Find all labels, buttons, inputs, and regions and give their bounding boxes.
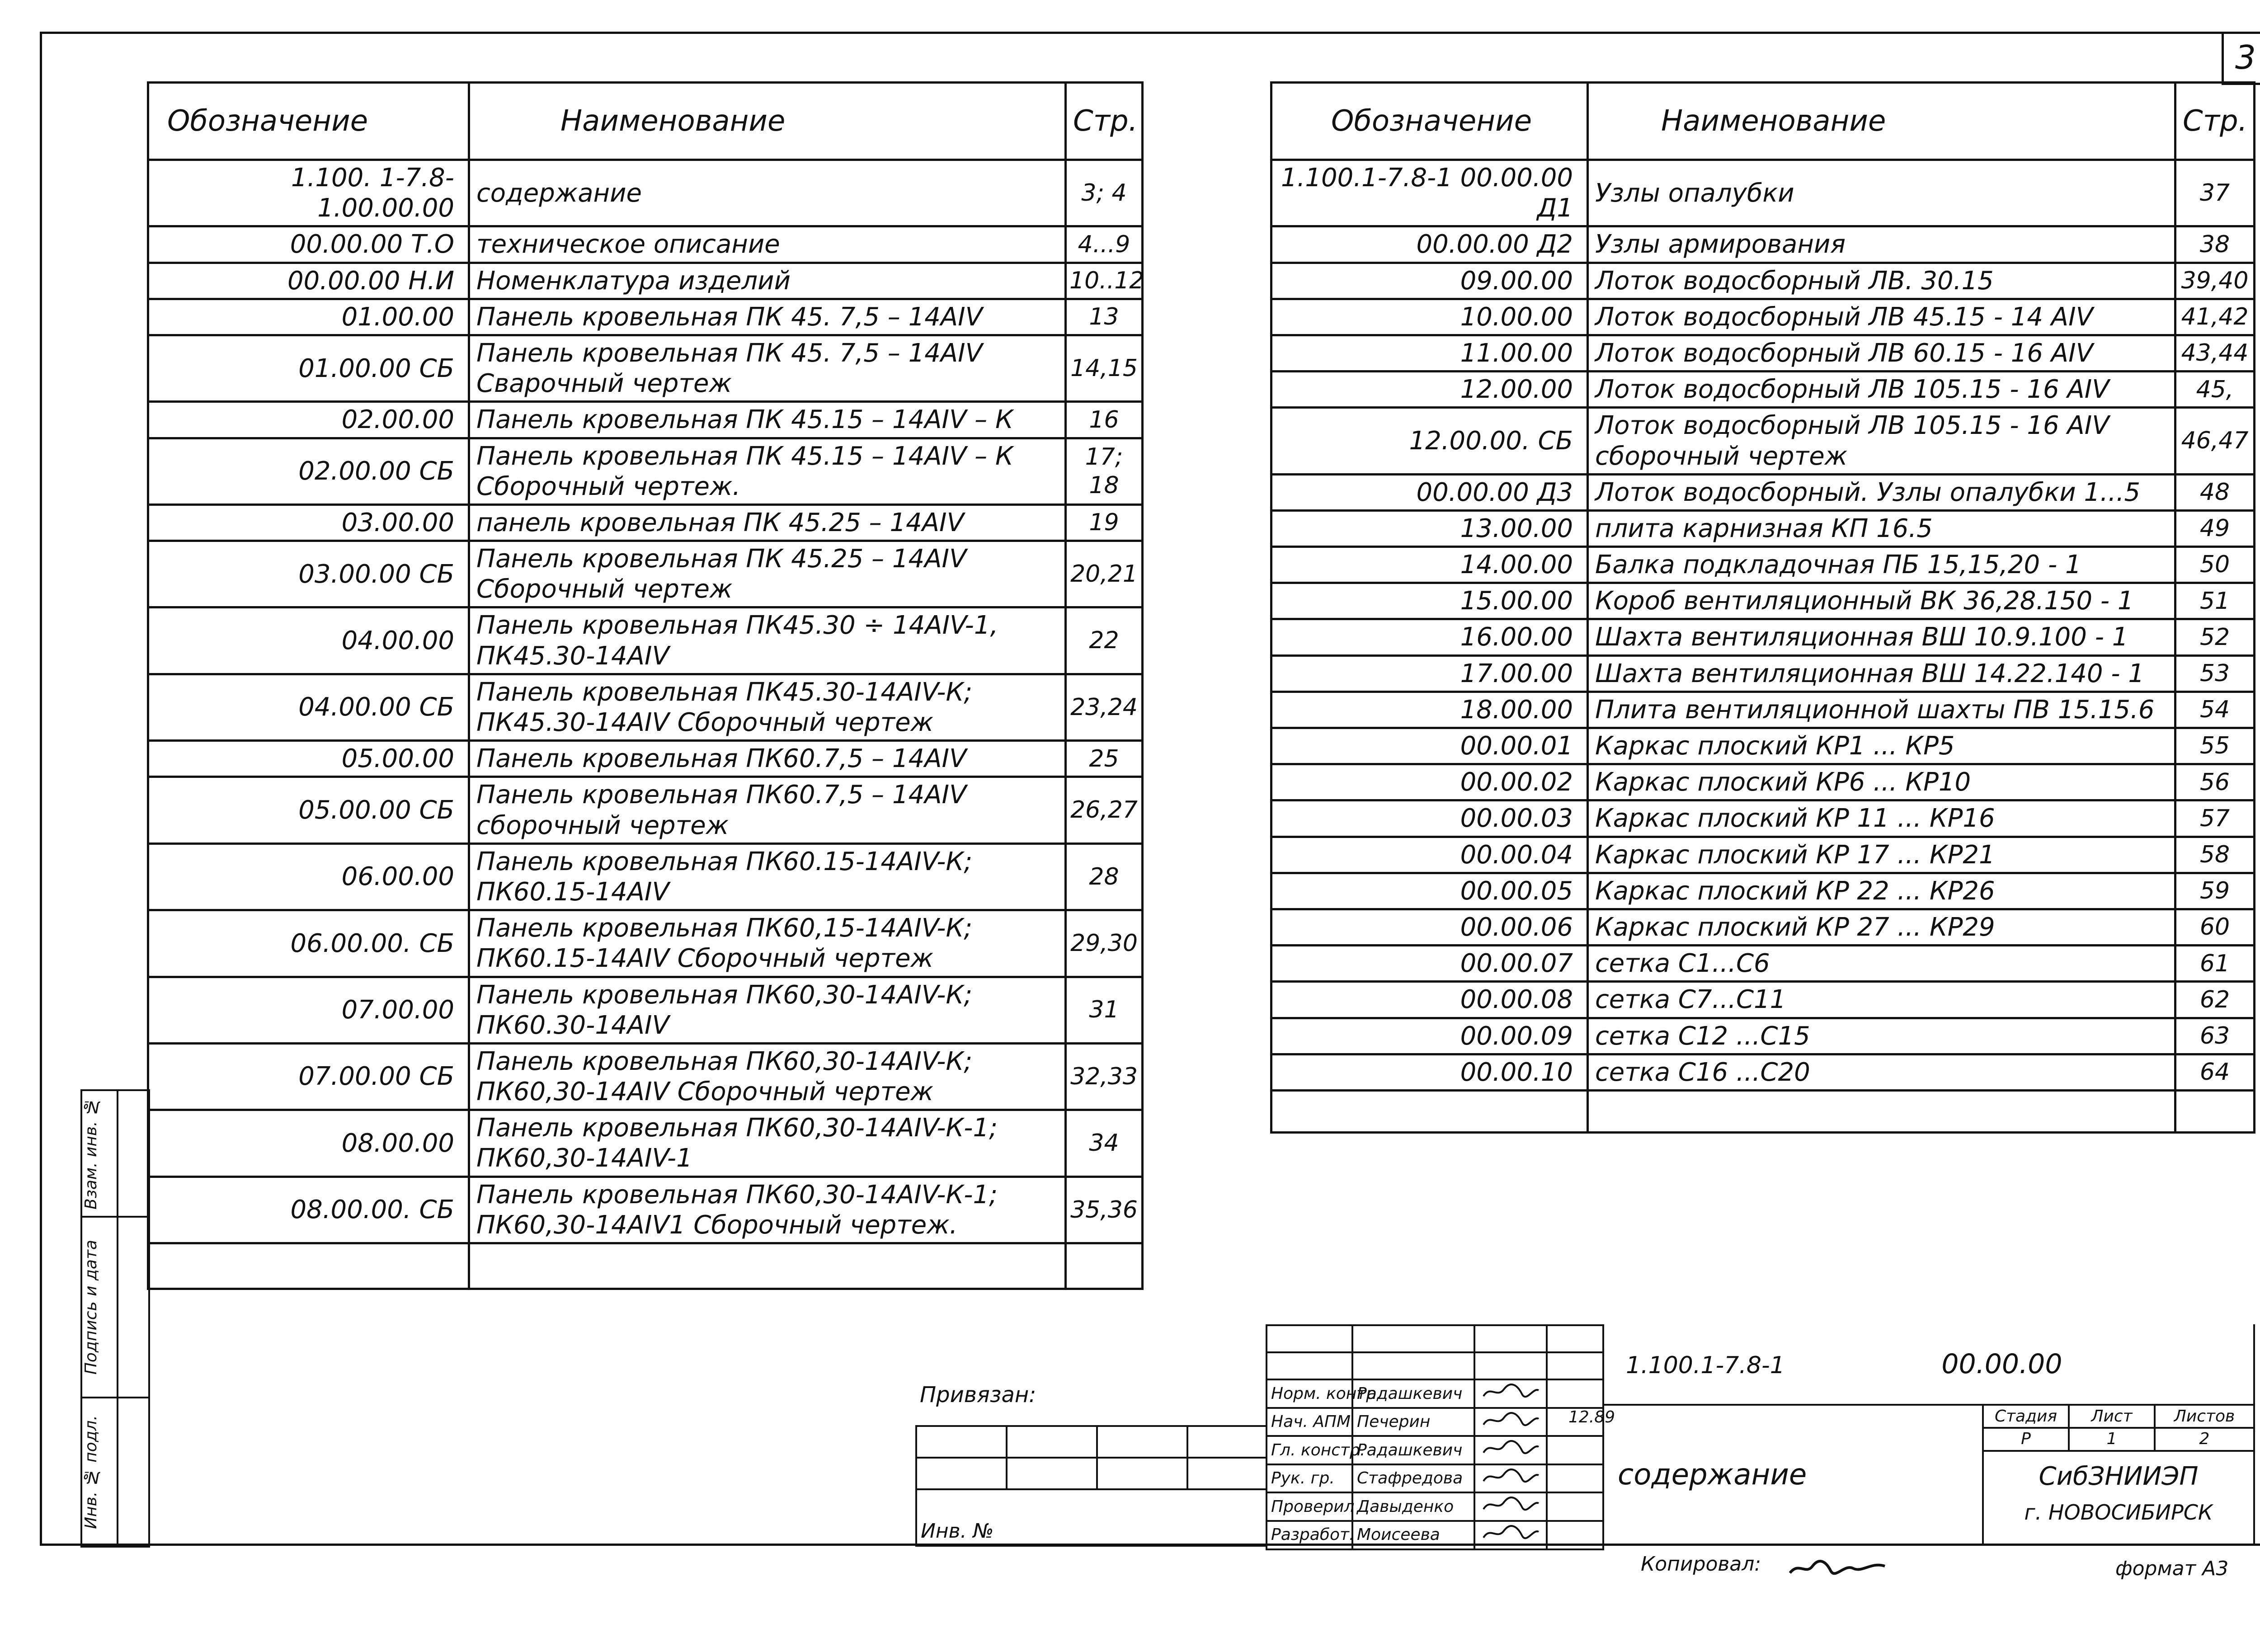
sheets-header: Листов (2155, 1405, 2254, 1428)
right-table-cell-code: 00.00.02 (1271, 764, 1588, 800)
right-table-cell-name: Узлы опалубки (1588, 160, 2175, 226)
right-table-row (1271, 583, 2255, 619)
right-table-cell-name: Лоток водосборный. Узлы опалубки 1...5 (1588, 474, 2175, 510)
left-header-code: Обозначение (148, 83, 469, 160)
left-table-cell-name: Панель кровельная ПК60,30-14АIV-К-1; ПК60,30-14АIV-1 (469, 1110, 1066, 1177)
left-table-cell-code: 06.00.00 (148, 843, 469, 910)
left-table-cell-code: 06.00.00. СБ (148, 910, 469, 977)
left-table-cell-name: Панель кровельная ПК60,15-14АIV-К; ПК60.15-14АIV Сборочный чертеж (469, 910, 1066, 977)
sidebar-label-inv-original: Инв. № подл. (82, 1415, 100, 1529)
copied-label: Копировал: (1641, 1553, 1761, 1576)
role-row (1267, 1464, 1603, 1493)
right-table-cell-page: 43,44 (2175, 335, 2255, 371)
right-header-code: Обозначение (1271, 83, 1588, 160)
left-sidebar-stamp (80, 1089, 150, 1548)
right-table-row (1271, 619, 2255, 655)
role-person: Радашкевич (1352, 1379, 1474, 1408)
left-table-cell-name: содержание (469, 160, 1066, 226)
right-table-cell-code: 15.00.00 (1271, 583, 1588, 619)
left-table-cell-page: 16 (1066, 402, 1143, 438)
right-table-cell-code: 00.00.09 (1271, 1018, 1588, 1054)
left-table-cell-name: Панель кровельная ПК 45.15 – 14АIV – К Сборочный чертеж. (469, 438, 1066, 504)
left-table-cell-code: 00.00.00 Н.И (148, 263, 469, 299)
left-table-cell-page: 3; 4 (1066, 160, 1143, 226)
right-table-cell-code: 14.00.00 (1271, 547, 1588, 583)
right-table-row (1271, 692, 2255, 728)
right-table-cell-page: 54 (2175, 692, 2255, 728)
right-table-cell-page: 56 (2175, 764, 2255, 800)
left-table-cell-page: 4...9 (1066, 226, 1143, 263)
left-table-cell-code: 1.100. 1-7.8-1.00.00.00 (148, 160, 469, 226)
sidebar-label-signature-date: Подпись и дата (82, 1239, 100, 1375)
right-table-cell-page: 61 (2175, 946, 2255, 982)
role-person: Стафредова (1352, 1464, 1474, 1493)
left-header-name: Наименование (469, 83, 1066, 160)
stage-header: Стадия (1983, 1405, 2069, 1428)
right-table-row (1271, 335, 2255, 371)
right-table-cell-name: Каркас плоский КР 17 ... КР21 (1588, 837, 2175, 873)
right-table-cell-code: 12.00.00 (1271, 372, 1588, 408)
role-label: Гл. констр. (1267, 1436, 1352, 1464)
signature-cell (1474, 1379, 1547, 1408)
left-table-row (148, 777, 1143, 843)
right-table-cell-code: 18.00.00 (1271, 692, 1588, 728)
left-table-row (148, 1043, 1143, 1110)
left-table-cell-page: 32,33 (1066, 1043, 1143, 1110)
sheet-number: 3 (2235, 38, 2256, 76)
right-table-cell-code: 10.00.00 (1271, 299, 1588, 335)
right-table-cell-name: Плита вентиляционной шахты ПВ 15.15.6 (1588, 692, 2175, 728)
left-table-cell-page: 13 (1066, 299, 1143, 335)
right-table-cell-page: 53 (2175, 655, 2255, 692)
left-table-row (148, 335, 1143, 401)
right-table-cell-name: Лоток водосборный ЛВ 105.15 - 16 АIV (1588, 372, 2175, 408)
right-table-cell-code: 00.00.05 (1271, 873, 1588, 909)
left-table-cell-page: 23,24 (1066, 674, 1143, 740)
left-table-cell-name: Панель кровельная ПК60.7,5 – 14АIV сборочный чертеж (469, 777, 1066, 843)
right-table-cell-code: 00.00.04 (1271, 837, 1588, 873)
right-table-cell-page: 38 (2175, 226, 2255, 263)
right-table-cell-name: Каркас плоский КР6 ... КР10 (1588, 764, 2175, 800)
right-table-cell-page: 58 (2175, 837, 2255, 873)
left-table-cell-name: Панель кровельная ПК45.30 ÷ 14АIV-1, ПК45.30-14АIV (469, 607, 1066, 674)
role-person: Давыденко (1352, 1492, 1474, 1521)
right-table-cell-code: 11.00.00 (1271, 335, 1588, 371)
right-header-page: Стр. (2175, 83, 2255, 160)
right-table-cell-name: сетка С7...С11 (1588, 982, 2175, 1018)
left-table-row (148, 843, 1143, 910)
left-table-row (148, 263, 1143, 299)
right-table-cell-page: 52 (2175, 619, 2255, 655)
right-table-cell-code: 00.00.06 (1271, 909, 1588, 945)
left-table-cell-code: 08.00.00. СБ (148, 1177, 469, 1243)
left-table-cell-name: Панель кровельная ПК 45. 7,5 – 14АIV Сварочный чертеж (469, 335, 1066, 401)
left-table-cell-page: 25 (1066, 741, 1143, 777)
right-table-row (1271, 408, 2255, 474)
right-table-row (1271, 800, 2255, 837)
document-designation: 1.100.1-7.8-1 (1626, 1351, 1785, 1379)
right-table-cell-name: сетка С16 ...С20 (1588, 1054, 2175, 1090)
signature-icon (1479, 1409, 1542, 1431)
right-table-row (1271, 372, 2255, 408)
right-table-cell-page: 45, (2175, 372, 2255, 408)
copier-signature-icon (1785, 1548, 1889, 1584)
left-table-cell-page: 29,30 (1066, 910, 1143, 977)
signature-cell (1474, 1436, 1547, 1464)
left-table-cell-name: Панель кровельная ПК60,30-14АIV-К; ПК60.30-14АIV (469, 977, 1066, 1043)
format-label: формат А3 (2115, 1557, 2229, 1580)
left-table-body (148, 160, 1143, 1243)
sidebar-label-replace-inv: Взам. инв. № (82, 1097, 100, 1210)
left-table-cell-page: 19 (1066, 504, 1143, 541)
right-table-cell-page: 46,47 (2175, 408, 2255, 474)
right-table-row (1271, 873, 2255, 909)
right-table-cell-page: 60 (2175, 909, 2255, 945)
role-row (1267, 1436, 1603, 1464)
right-table-row (1271, 474, 2255, 510)
organization-city: г. НОВОСИБИРСК (1983, 1501, 2254, 1545)
right-table-cell-name: Каркас плоский КР 27 ... КР29 (1588, 909, 2175, 945)
left-table-cell-page: 31 (1066, 977, 1143, 1043)
left-table-cell-page: 35,36 (1066, 1177, 1143, 1243)
right-table-cell-code: 17.00.00 (1271, 655, 1588, 692)
role-row (1267, 1408, 1603, 1436)
right-table-cell-name: Каркас плоский КР 22 ... КР26 (1588, 873, 2175, 909)
left-table-row (148, 226, 1143, 263)
role-person: Печерин (1352, 1408, 1474, 1436)
right-table-cell-name: Шахта вентиляционная ВШ 14.22.140 - 1 (1588, 655, 2175, 692)
left-table-filler-row (148, 1243, 1143, 1289)
left-table-cell-code: 07.00.00 (148, 977, 469, 1043)
left-header-page: Стр. (1066, 83, 1143, 160)
right-table-cell-page: 59 (2175, 873, 2255, 909)
right-table-cell-code: 00.00.08 (1271, 982, 1588, 1018)
left-table-cell-code: 04.00.00 (148, 607, 469, 674)
left-table-cell-page: 17; 18 (1066, 438, 1143, 504)
left-table-cell-name: Панель кровельная ПК 45.25 – 14АIV Сборочный чертеж (469, 541, 1066, 607)
left-table-row (148, 607, 1143, 674)
left-table-row (148, 910, 1143, 977)
sidebar-cell-inv-original (81, 1398, 118, 1547)
right-table-cell-code: 16.00.00 (1271, 619, 1588, 655)
right-table-row (1271, 655, 2255, 692)
signature-cell (1474, 1464, 1547, 1493)
inv-number-label: Инв. № (916, 1489, 1267, 1546)
binding-block (915, 1374, 1267, 1547)
right-table-row (1271, 1018, 2255, 1054)
right-table-row (1271, 226, 2255, 263)
left-table-cell-page: 26,27 (1066, 777, 1143, 843)
left-table-row (148, 541, 1143, 607)
right-table-cell-code: 00.00.03 (1271, 800, 1588, 837)
right-table-cell-code: 00.00.00 Д3 (1271, 474, 1588, 510)
left-table-cell-code: 05.00.00 СБ (148, 777, 469, 843)
right-table-cell-page: 62 (2175, 982, 2255, 1018)
right-table-row (1271, 982, 2255, 1018)
left-table-cell-code: 04.00.00 СБ (148, 674, 469, 740)
left-table-row (148, 504, 1143, 541)
right-table-row (1271, 909, 2255, 945)
left-table-cell-page: 22 (1066, 607, 1143, 674)
role-person: Моисеева (1352, 1521, 1474, 1549)
document-code: 00.00.00 (1941, 1348, 2062, 1380)
attached-label: Привязан: (916, 1374, 1267, 1426)
left-table-cell-code: 05.00.00 (148, 741, 469, 777)
left-table-row (148, 1177, 1143, 1243)
right-table-cell-page: 50 (2175, 547, 2255, 583)
document-title: содержание (1603, 1405, 1983, 1545)
right-table-cell-code: 13.00.00 (1271, 510, 1588, 546)
role-label: Нач. АПМ (1267, 1408, 1352, 1436)
right-table-cell-name: плита карнизная КП 16.5 (1588, 510, 2175, 546)
signature-cell (1474, 1492, 1547, 1521)
left-table-row (148, 299, 1143, 335)
right-table-cell-page: 48 (2175, 474, 2255, 510)
left-table-cell-name: Номенклатура изделий (469, 263, 1066, 299)
right-table-row (1271, 1054, 2255, 1090)
right-table-cell-code: 09.00.00 (1271, 263, 1588, 299)
left-table-cell-name: Панель кровельная ПК 45. 7,5 – 14АIV (469, 299, 1066, 335)
stage-value: Р (1983, 1428, 2069, 1451)
right-table-cell-name: Шахта вентиляционная ВШ 10.9.100 - 1 (1588, 619, 2175, 655)
left-table-cell-name: Панель кровельная ПК60.15-14АIV-К; ПК60.15-14АIV (469, 843, 1066, 910)
left-table-cell-code: 01.00.00 (148, 299, 469, 335)
right-table-cell-page: 41,42 (2175, 299, 2255, 335)
right-table-row (1271, 299, 2255, 335)
right-table-cell-name: Короб вентиляционный ВК 36,28.150 - 1 (1588, 583, 2175, 619)
right-table-cell-name: Каркас плоский КР1 ... КР5 (1588, 728, 2175, 764)
right-table-cell-code: 00.00.07 (1271, 946, 1588, 982)
right-index-table (1270, 81, 2255, 1134)
role-row (1267, 1492, 1603, 1521)
signature-icon (1479, 1522, 1542, 1544)
right-table-cell-page: 37 (2175, 160, 2255, 226)
right-table-row (1271, 764, 2255, 800)
right-table-cell-code: 00.00.00 Д2 (1271, 226, 1588, 263)
right-table-filler-row (1271, 1090, 2255, 1132)
left-table-cell-name: Панель кровельная ПК60.7,5 – 14АIV (469, 741, 1066, 777)
left-table-cell-code: 03.00.00 СБ (148, 541, 469, 607)
left-table-row (148, 741, 1143, 777)
right-table-row (1271, 728, 2255, 764)
right-table-cell-name: Каркас плоский КР 11 ... КР16 (1588, 800, 2175, 837)
role-label: Рук. гр. (1267, 1464, 1352, 1493)
signature-cell (1474, 1408, 1547, 1436)
right-table-body (1271, 160, 2255, 1091)
sheet-value: 1 (2069, 1428, 2155, 1451)
sidebar-cell-replace-inv (81, 1090, 118, 1217)
right-table-cell-name: сетка С1...С6 (1588, 946, 2175, 982)
left-table-cell-page: 34 (1066, 1110, 1143, 1177)
signature-icon (1479, 1380, 1542, 1403)
right-table-cell-page: 64 (2175, 1054, 2255, 1090)
right-table-cell-page: 51 (2175, 583, 2255, 619)
left-index-table (147, 81, 1144, 1290)
right-table-cell-code: 00.00.01 (1271, 728, 1588, 764)
left-table-cell-code: 02.00.00 (148, 402, 469, 438)
signature-icon (1479, 1437, 1542, 1459)
left-table-cell-name: техническое описание (469, 226, 1066, 263)
right-table-cell-name: сетка С12 ...С15 (1588, 1018, 2175, 1054)
left-table-cell-name: Панель кровельная ПК45.30-14АIV-К; ПК45.30-14АIV Сборочный чертеж (469, 674, 1066, 740)
right-table-cell-name: Лоток водосборный ЛВ. 30.15 (1588, 263, 2175, 299)
left-table-cell-code: 01.00.00 СБ (148, 335, 469, 401)
left-table-row (148, 1110, 1143, 1177)
right-table-row (1271, 263, 2255, 299)
role-person: Радашкевич (1352, 1436, 1474, 1464)
right-table-cell-code: 1.100.1-7.8-1 00.00.00 Д1 (1271, 160, 1588, 226)
left-table-cell-page: 10..12 (1066, 263, 1143, 299)
right-table-cell-page: 55 (2175, 728, 2255, 764)
title-block-main (1602, 1324, 2255, 1546)
right-table-cell-name: Балка подкладочная ПБ 15,15,20 - 1 (1588, 547, 2175, 583)
right-table-cell-name: Лоток водосборный ЛВ 60.15 - 16 АIV (1588, 335, 2175, 371)
right-table-cell-page: 63 (2175, 1018, 2255, 1054)
left-table-cell-page: 14,15 (1066, 335, 1143, 401)
role-label: Проверил (1267, 1492, 1352, 1521)
left-table-cell-code: 02.00.00 СБ (148, 438, 469, 504)
left-table-row (148, 402, 1143, 438)
right-table-row (1271, 547, 2255, 583)
right-table-cell-name: Лоток водосборный ЛВ 105.15 - 16 АIV сборочный чертеж (1588, 408, 2175, 474)
right-table-row (1271, 946, 2255, 982)
right-table-cell-page: 57 (2175, 800, 2255, 837)
left-table-cell-code: 00.00.00 Т.О (148, 226, 469, 263)
sheet-header: Лист (2069, 1405, 2155, 1428)
right-table-cell-name: Лоток водосборный ЛВ 45.15 - 14 АIV (1588, 299, 2175, 335)
signature-icon (1479, 1493, 1542, 1516)
sheets-value: 2 (2155, 1428, 2254, 1451)
left-table-cell-page: 20,21 (1066, 541, 1143, 607)
left-table-row (148, 674, 1143, 740)
left-table-row (148, 438, 1143, 504)
left-table-row (148, 977, 1143, 1043)
right-table-row (1271, 160, 2255, 226)
sidebar-cell-signature-date (81, 1217, 118, 1398)
left-table-cell-name: Панель кровельная ПК60,30-14АIV-К; ПК60,30-14АIV Сборочный чертеж (469, 1043, 1066, 1110)
organization-name: СибЗНИИЭП (1983, 1451, 2254, 1501)
left-table-cell-code: 08.00.00 (148, 1110, 469, 1177)
right-header-name: Наименование (1588, 83, 2175, 160)
role-label: Норм. контр. (1267, 1379, 1352, 1408)
approval-date: 12.89 (1568, 1408, 1615, 1426)
right-table-cell-page: 39,40 (2175, 263, 2255, 299)
left-table-cell-name: панель кровельная ПК 45.25 – 14АIV (469, 504, 1066, 541)
title-block-roles (1266, 1324, 1604, 1550)
left-table-row (148, 160, 1143, 226)
right-table-cell-page: 49 (2175, 510, 2255, 546)
signature-icon (1479, 1465, 1542, 1488)
role-label: Разработ. (1267, 1521, 1352, 1549)
left-table-cell-name: Панель кровельная ПК 45.15 – 14АIV – К (469, 402, 1066, 438)
left-table-cell-page: 28 (1066, 843, 1143, 910)
right-table-row (1271, 837, 2255, 873)
signature-cell (1474, 1521, 1547, 1549)
right-table-row (1271, 510, 2255, 546)
left-table-cell-code: 03.00.00 (148, 504, 469, 541)
right-table-cell-name: Узлы армирования (1588, 226, 2175, 263)
role-row (1267, 1521, 1603, 1549)
right-table-cell-code: 00.00.10 (1271, 1054, 1588, 1090)
right-table-cell-code: 12.00.00. СБ (1271, 408, 1588, 474)
left-table-cell-code: 07.00.00 СБ (148, 1043, 469, 1110)
left-table-cell-name: Панель кровельная ПК60,30-14АIV-К-1; ПК60,30-14АIV1 Сборочный чертеж. (469, 1177, 1066, 1243)
role-row (1267, 1379, 1603, 1408)
